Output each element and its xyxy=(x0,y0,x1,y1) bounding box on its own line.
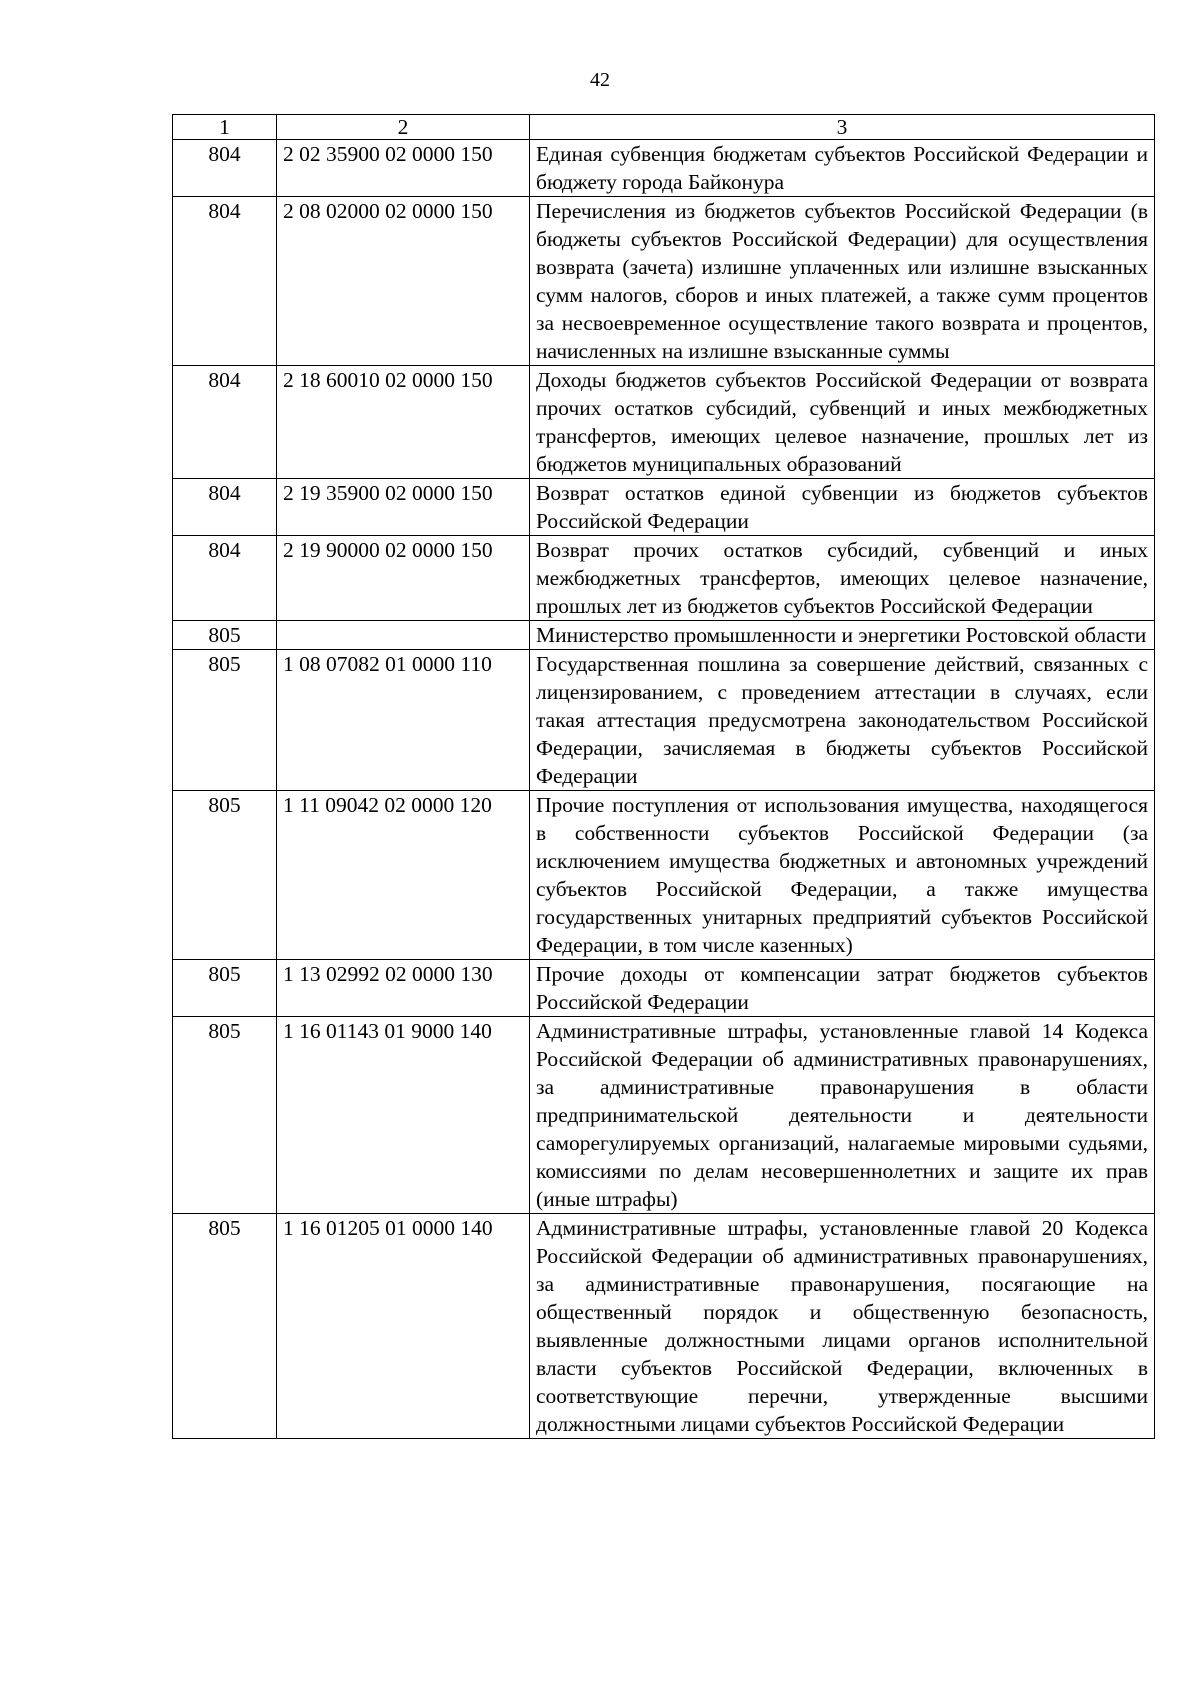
admin-code-cell: 805 xyxy=(173,650,277,791)
admin-code-cell: 804 xyxy=(173,197,277,366)
admin-code-cell: 804 xyxy=(173,479,277,536)
revenue-name-cell: Единая субвенция бюджетам субъектов Российской Федерации и бюджету города Байконура xyxy=(530,140,1155,197)
revenue-name-cell: Возврат остатков единой субвенции из бюджетов субъектов Российской Федерации xyxy=(530,479,1155,536)
budget-code-cell: 1 16 01205 01 0000 140 xyxy=(277,1214,530,1439)
table-row-administrator xyxy=(173,621,1155,650)
table-header-row xyxy=(173,115,1155,140)
revenue-name-cell: Государственная пошлина за совершение действий, связанных с лицензированием, с проведением аттестации в случаях, если такая аттестация предусмотрена законодательством Российской Федерации, зачисляемая в бюджеты субъектов Российской Федерации xyxy=(530,650,1155,791)
admin-code-cell: 805 xyxy=(173,960,277,1017)
budget-code-cell: 1 16 01143 01 9000 140 xyxy=(277,1017,530,1214)
admin-code-cell: 805 xyxy=(173,621,277,650)
header-col-2: 2 xyxy=(277,115,530,140)
admin-code-cell: 804 xyxy=(173,536,277,621)
table-row xyxy=(173,366,1155,479)
revenue-name-cell: Доходы бюджетов субъектов Российской Федерации от возврата прочих остатков субсидий, субвенций и иных межбюджетных трансфертов, имеющих целевое назначение, прошлых лет из бюджетов муниципальных образований xyxy=(530,366,1155,479)
revenue-name-cell: Административные штрафы, установленные главой 20 Кодекса Российской Федерации об административных правонарушениях, за административные правонарушения, посягающие на общественный порядок и общественную безопасность, выявленные должностными лицами органов исполнительной власти субъектов Российской Федерации, включенных в соответствующие перечни, утвержденные высшими должностными лицами субъектов Российской Федерации xyxy=(530,1214,1155,1439)
table-row xyxy=(173,197,1155,366)
header-col-3: 3 xyxy=(530,115,1155,140)
table-header xyxy=(173,115,1155,140)
budget-code-cell: 1 11 09042 02 0000 120 xyxy=(277,791,530,960)
table-row xyxy=(173,1017,1155,1214)
table-row xyxy=(173,536,1155,621)
admin-code-cell: 805 xyxy=(173,1017,277,1214)
header-col-1: 1 xyxy=(173,115,277,140)
revenue-classification-table xyxy=(172,114,1155,1439)
page-number: 42 xyxy=(590,69,610,91)
budget-code-cell: 2 02 35900 02 0000 150 xyxy=(277,140,530,197)
revenue-name-cell: Прочие поступления от использования имущества, находящегося в собственности субъектов Российской Федерации (за исключением имущества бюджетных и автономных учреждений субъектов Российской Федерации, а также имущества государственных унитарных предприятий субъектов Российской Федерации, в том числе казенных) xyxy=(530,791,1155,960)
budget-code-cell: 2 19 90000 02 0000 150 xyxy=(277,536,530,621)
administrator-name-cell: Министерство промышленности и энергетики Ростовской области xyxy=(530,621,1155,650)
admin-code-cell: 804 xyxy=(173,140,277,197)
revenue-name-cell: Перечисления из бюджетов субъектов Российской Федерации (в бюджеты субъектов Российской Федерации) для осуществления возврата (зачета) излишне уплаченных или излишне взысканных сумм налогов, сборов и иных платежей, а также сумм процентов за несвоевременное осуществление такого возврата и процентов, начисленных на излишне взысканные суммы xyxy=(530,197,1155,366)
budget-code-cell xyxy=(277,621,530,650)
admin-code-cell: 805 xyxy=(173,791,277,960)
budget-code-cell: 2 19 35900 02 0000 150 xyxy=(277,479,530,536)
budget-code-cell: 1 13 02992 02 0000 130 xyxy=(277,960,530,1017)
table-row xyxy=(173,650,1155,791)
admin-code-cell: 805 xyxy=(173,1214,277,1439)
table-row xyxy=(173,479,1155,536)
table-row xyxy=(173,140,1155,197)
budget-code-cell: 2 18 60010 02 0000 150 xyxy=(277,366,530,479)
budget-code-cell: 1 08 07082 01 0000 110 xyxy=(277,650,530,791)
budget-code-cell: 2 08 02000 02 0000 150 xyxy=(277,197,530,366)
admin-code-cell: 804 xyxy=(173,366,277,479)
revenue-name-cell: Прочие доходы от компенсации затрат бюджетов субъектов Российской Федерации xyxy=(530,960,1155,1017)
table-row xyxy=(173,960,1155,1017)
revenue-name-cell: Возврат прочих остатков субсидий, субвенций и иных межбюджетных трансфертов, имеющих целевое назначение, прошлых лет из бюджетов субъектов Российской Федерации xyxy=(530,536,1155,621)
table-row xyxy=(173,791,1155,960)
table-row xyxy=(173,1214,1155,1439)
revenue-name-cell: Административные штрафы, установленные главой 14 Кодекса Российской Федерации об административных правонарушениях, за административные правонарушения в области предпринимательской деятельности и деятельности саморегулируемых организаций, налагаемые мировыми судьями, комиссиями по делам несовершеннолетних и защите их прав (иные штрафы) xyxy=(530,1017,1155,1214)
table-body xyxy=(173,140,1155,1439)
